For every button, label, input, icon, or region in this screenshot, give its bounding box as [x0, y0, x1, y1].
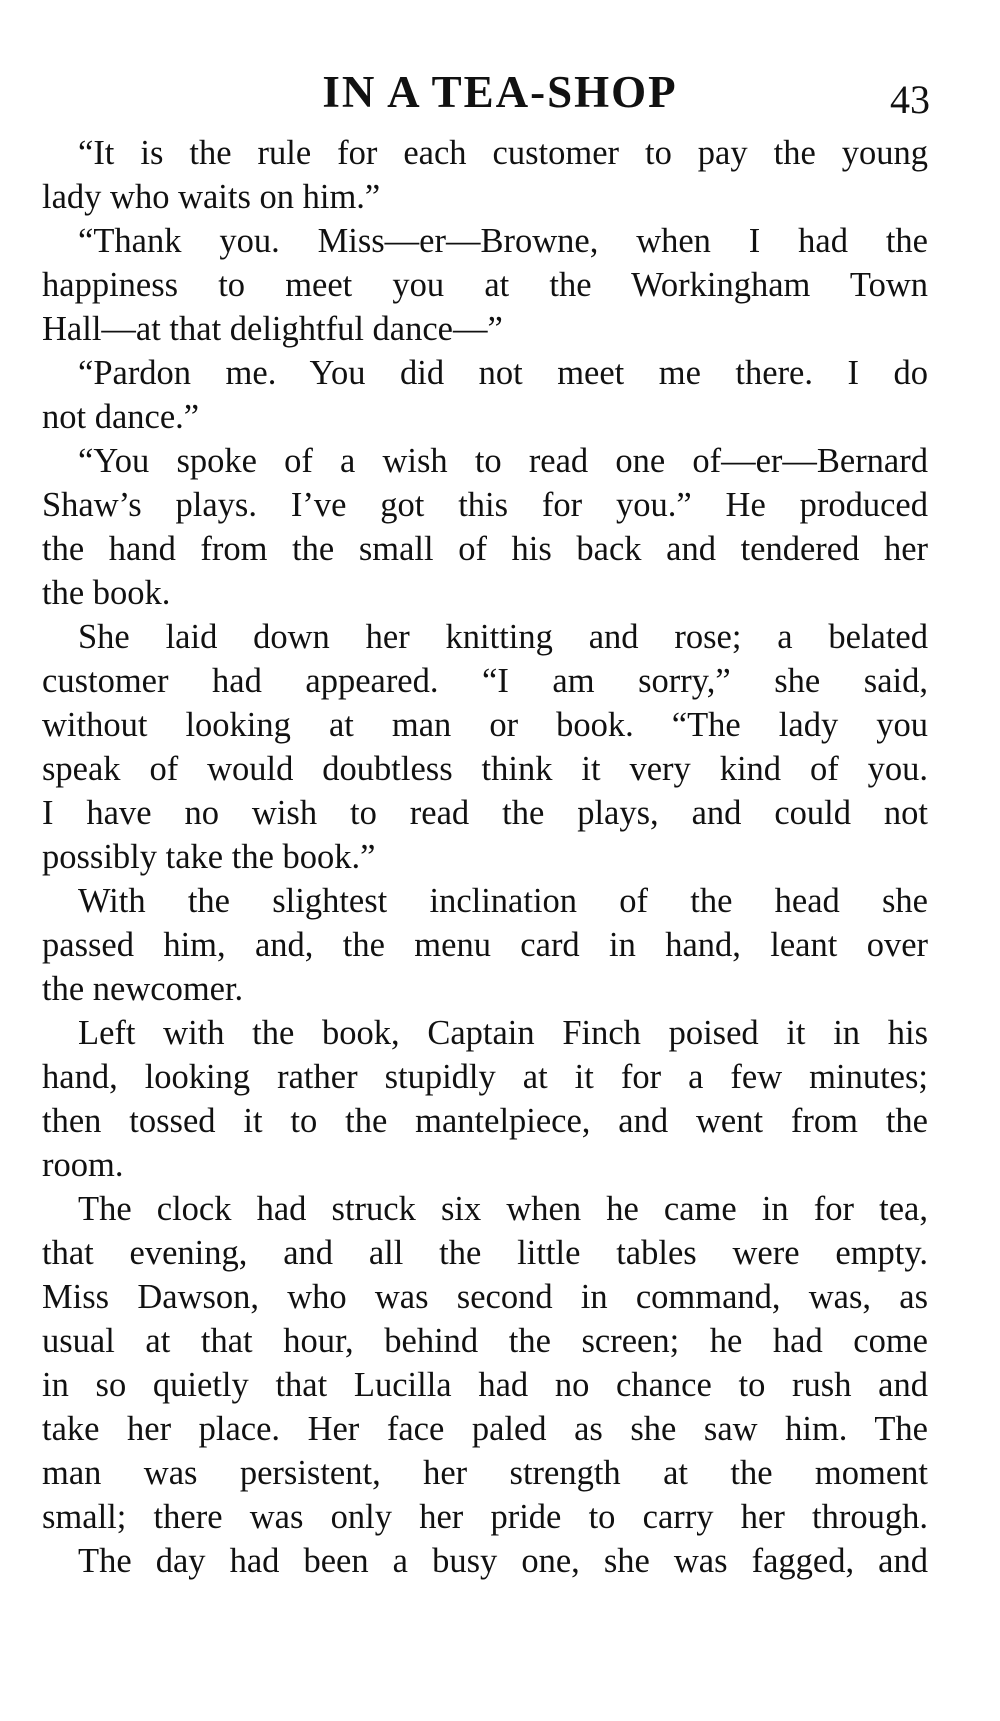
text-line: take her place. Her face paled as she saw him. The — [42, 1410, 928, 1448]
text-line: speak of would doubtless think it very kind of you. — [42, 750, 928, 788]
text-line: Miss Dawson, who was second in command, was, as — [42, 1278, 928, 1316]
text-line: The clock had struck six when he came in for tea, — [78, 1190, 928, 1228]
text-line: “You spoke of a wish to read one of—er—Bernard — [78, 442, 928, 480]
text-line: in so quietly that Lucilla had no chance to rush and — [42, 1366, 928, 1404]
text-line: without looking at man or book. “The lady you — [42, 706, 928, 744]
text-line: the newcomer. — [42, 970, 244, 1008]
running-title: IN A TEA-SHOP — [322, 67, 678, 117]
text-line: With the slightest inclination of the head she — [78, 882, 928, 920]
text-line: the book. — [42, 574, 171, 612]
text-line: The day had been a busy one, she was fagged, and — [78, 1542, 928, 1580]
text-line: small; there was only her pride to carry her through. — [42, 1498, 928, 1536]
text-line: happiness to meet you at the Workingham Town — [42, 266, 928, 304]
text-line: “Pardon me. You did not meet me there. I do — [78, 354, 928, 392]
text-line: “It is the rule for each customer to pay the young — [78, 134, 928, 172]
running-head — [0, 62, 1000, 122]
text-line: passed him, and, the menu card in hand, leant over — [42, 926, 928, 964]
text-line: customer had appeared. “I am sorry,” she said, — [42, 662, 928, 700]
text-line: that evening, and all the little tables were empty. — [42, 1234, 928, 1272]
text-line: hand, looking rather stupidly at it for a few minutes; — [42, 1058, 928, 1096]
text-line: not dance.” — [42, 398, 200, 436]
text-line: the hand from the small of his back and tendered her — [42, 530, 928, 568]
body-text — [42, 131, 928, 1583]
text-line: then tossed it to the mantelpiece, and went from the — [42, 1102, 928, 1140]
text-line: Shaw’s plays. I’ve got this for you.” He produced — [42, 486, 928, 524]
text-line: Hall—at that delightful dance—” — [42, 310, 503, 348]
text-line: Left with the book, Captain Finch poised it in his — [78, 1014, 928, 1052]
text-line: possibly take the book.” — [42, 838, 376, 876]
text-line: She laid down her knitting and rose; a belated — [78, 618, 928, 656]
text-line: man was persistent, her strength at the moment — [42, 1454, 928, 1492]
text-line: I have no wish to read the plays, and could not — [42, 794, 928, 832]
page-number: 43 — [890, 77, 930, 122]
text-line: “Thank you. Miss—er—Browne, when I had the — [78, 222, 928, 260]
text-line: room. — [42, 1146, 124, 1184]
text-line: lady who waits on him.” — [42, 178, 381, 216]
text-line: usual at that hour, behind the screen; he had come — [42, 1322, 928, 1360]
